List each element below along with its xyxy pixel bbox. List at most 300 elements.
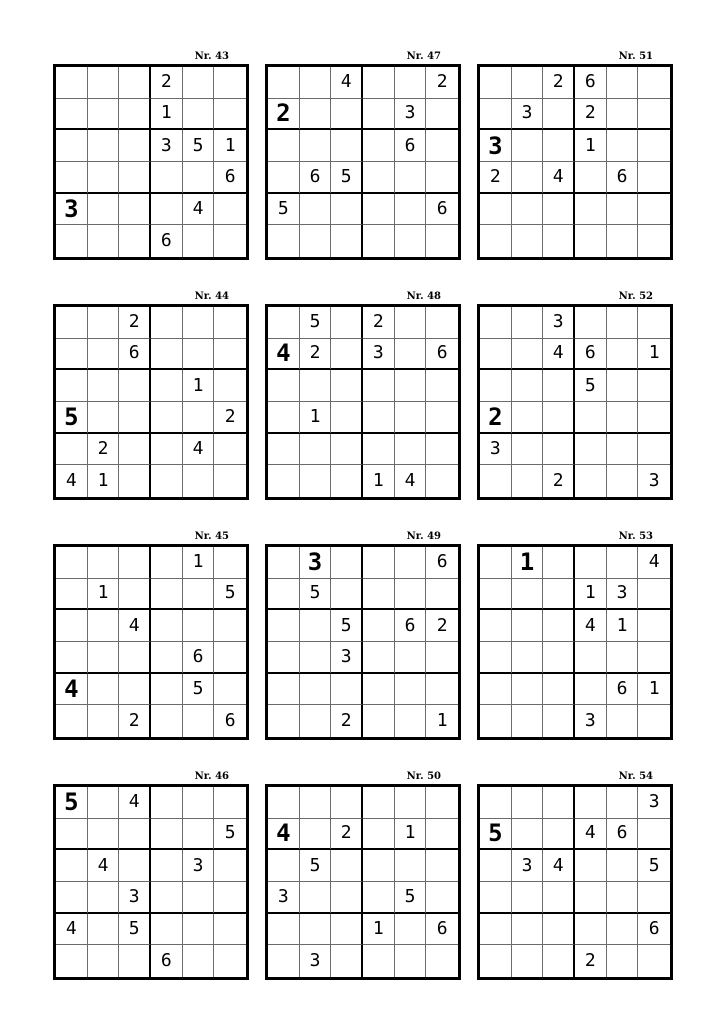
sudoku-cell[interactable]	[426, 882, 458, 914]
sudoku-cell[interactable]	[331, 370, 363, 402]
sudoku-cell[interactable]	[512, 162, 544, 194]
sudoku-cell[interactable]	[575, 225, 607, 257]
sudoku-cell[interactable]	[300, 370, 332, 402]
sudoku-cell[interactable]	[214, 67, 246, 99]
sudoku-cell[interactable]	[575, 307, 607, 339]
sudoku-cell[interactable]: 6	[183, 642, 215, 674]
sudoku-cell[interactable]	[426, 130, 458, 162]
sudoku-cell[interactable]	[214, 787, 246, 819]
sudoku-cell[interactable]	[300, 225, 332, 257]
sudoku-cell[interactable]	[88, 674, 120, 706]
sudoku-cell[interactable]: 5	[56, 787, 88, 819]
sudoku-cell[interactable]: 2	[119, 307, 151, 339]
sudoku-cell[interactable]	[512, 67, 544, 99]
sudoku-cell[interactable]	[543, 370, 575, 402]
sudoku-cell[interactable]	[426, 225, 458, 257]
sudoku-cell[interactable]	[119, 642, 151, 674]
sudoku-cell[interactable]	[214, 194, 246, 226]
sudoku-cell[interactable]	[395, 402, 427, 434]
sudoku-cell[interactable]	[638, 162, 670, 194]
sudoku-cell[interactable]	[363, 162, 395, 194]
sudoku-cell[interactable]	[395, 339, 427, 371]
sudoku-cell[interactable]	[512, 787, 544, 819]
sudoku-cell[interactable]	[575, 787, 607, 819]
sudoku-cell[interactable]	[480, 67, 512, 99]
sudoku-cell[interactable]	[543, 579, 575, 611]
sudoku-cell[interactable]	[638, 579, 670, 611]
sudoku-cell[interactable]	[575, 434, 607, 466]
sudoku-cell[interactable]	[331, 945, 363, 977]
sudoku-cell[interactable]: 2	[575, 945, 607, 977]
sudoku-cell[interactable]: 6	[224, 710, 236, 732]
sudoku-cell[interactable]	[88, 339, 120, 371]
sudoku-cell[interactable]	[214, 547, 246, 579]
sudoku-cell[interactable]	[183, 307, 215, 339]
sudoku-cell[interactable]	[151, 370, 183, 402]
sudoku-cell[interactable]	[88, 99, 120, 131]
sudoku-cell[interactable]	[480, 787, 512, 819]
sudoku-cell[interactable]	[183, 67, 215, 99]
sudoku-cell[interactable]	[268, 402, 300, 434]
sudoku-cell[interactable]	[638, 434, 670, 466]
sudoku-cell[interactable]	[607, 850, 639, 882]
sudoku-cell[interactable]	[543, 434, 575, 466]
sudoku-cell[interactable]	[395, 67, 427, 99]
sudoku-cell[interactable]: 2	[575, 99, 607, 131]
sudoku-cell[interactable]	[480, 945, 512, 977]
sudoku-cell[interactable]	[395, 194, 427, 226]
sudoku-cell[interactable]	[331, 674, 363, 706]
sudoku-cell[interactable]: 4	[543, 162, 575, 194]
sudoku-cell[interactable]	[426, 465, 458, 497]
sudoku-cell[interactable]	[300, 465, 332, 497]
sudoku-cell[interactable]: 3	[543, 307, 575, 339]
sudoku-cell[interactable]	[268, 130, 300, 162]
sudoku-cell[interactable]	[268, 610, 300, 642]
sudoku-cell[interactable]	[426, 945, 458, 977]
sudoku-cell[interactable]	[607, 642, 639, 674]
sudoku-cell[interactable]	[268, 547, 300, 579]
sudoku-cell[interactable]	[331, 850, 363, 882]
sudoku-cell[interactable]	[426, 850, 458, 882]
sudoku-cell[interactable]	[395, 307, 427, 339]
sudoku-cell[interactable]	[512, 465, 544, 497]
sudoku-cell[interactable]	[268, 307, 300, 339]
sudoku-cell[interactable]: 4	[543, 339, 575, 371]
sudoku-cell[interactable]	[575, 850, 607, 882]
sudoku-cell[interactable]	[119, 370, 151, 402]
sudoku-cell[interactable]: 2	[300, 339, 332, 371]
sudoku-cell[interactable]: 3	[575, 705, 607, 737]
sudoku-cell[interactable]	[151, 642, 183, 674]
sudoku-cell[interactable]	[512, 914, 544, 946]
sudoku-cell[interactable]: 5	[268, 194, 300, 226]
sudoku-cell[interactable]: 4	[183, 194, 215, 226]
sudoku-cell[interactable]	[214, 674, 246, 706]
sudoku-cell[interactable]: 1	[183, 547, 215, 579]
sudoku-cell[interactable]	[151, 850, 183, 882]
sudoku-cell[interactable]	[426, 642, 458, 674]
sudoku-cell[interactable]	[512, 642, 544, 674]
sudoku-cell[interactable]: 2	[119, 705, 151, 737]
sudoku-cell[interactable]: 3	[512, 99, 544, 131]
sudoku-cell[interactable]	[151, 787, 183, 819]
sudoku-cell[interactable]	[119, 819, 151, 851]
sudoku-cell[interactable]	[214, 370, 246, 402]
sudoku-cell[interactable]	[607, 370, 639, 402]
sudoku-cell[interactable]	[363, 642, 395, 674]
sudoku-cell[interactable]	[214, 465, 246, 497]
sudoku-cell[interactable]: 2	[331, 705, 363, 737]
sudoku-cell[interactable]	[214, 945, 246, 977]
sudoku-cell[interactable]	[395, 674, 427, 706]
sudoku-cell[interactable]: 6	[119, 339, 151, 371]
sudoku-cell[interactable]	[543, 787, 575, 819]
sudoku-cell[interactable]	[88, 642, 120, 674]
sudoku-cell[interactable]	[543, 819, 575, 851]
sudoku-cell[interactable]: 5	[300, 307, 332, 339]
sudoku-cell[interactable]: 6	[151, 225, 183, 257]
sudoku-cell[interactable]	[363, 67, 395, 99]
sudoku-cell[interactable]	[395, 787, 427, 819]
sudoku-cell[interactable]	[638, 402, 670, 434]
sudoku-cell[interactable]: 3	[395, 99, 427, 131]
sudoku-cell[interactable]	[56, 642, 88, 674]
sudoku-cell[interactable]	[512, 194, 544, 226]
sudoku-cell[interactable]	[331, 579, 363, 611]
sudoku-cell[interactable]	[268, 705, 300, 737]
sudoku-cell[interactable]: 5	[183, 674, 215, 706]
sudoku-cell[interactable]	[638, 194, 670, 226]
sudoku-cell[interactable]	[300, 819, 332, 851]
sudoku-cell[interactable]: 2	[543, 465, 575, 497]
sudoku-cell[interactable]	[214, 850, 246, 882]
sudoku-cell[interactable]: 6	[151, 945, 183, 977]
sudoku-cell[interactable]: 3	[183, 850, 215, 882]
sudoku-cell[interactable]: 2	[331, 819, 363, 851]
sudoku-cell[interactable]	[480, 579, 512, 611]
sudoku-cell[interactable]	[88, 787, 120, 819]
sudoku-cell[interactable]	[300, 914, 332, 946]
sudoku-cell[interactable]: 3	[119, 882, 151, 914]
sudoku-cell[interactable]	[88, 162, 120, 194]
sudoku-cell[interactable]	[151, 434, 183, 466]
sudoku-cell[interactable]	[607, 547, 639, 579]
sudoku-cell[interactable]	[183, 339, 215, 371]
sudoku-cell[interactable]	[638, 307, 670, 339]
sudoku-cell[interactable]: 4	[575, 819, 607, 851]
sudoku-cell[interactable]	[56, 945, 88, 977]
sudoku-cell[interactable]	[512, 819, 544, 851]
sudoku-cell[interactable]	[56, 130, 88, 162]
sudoku-cell[interactable]	[268, 674, 300, 706]
sudoku-cell[interactable]: 5	[300, 850, 332, 882]
sudoku-cell[interactable]	[268, 370, 300, 402]
sudoku-cell[interactable]	[638, 819, 670, 851]
sudoku-cell[interactable]: 1	[607, 610, 639, 642]
sudoku-cell[interactable]	[607, 99, 639, 131]
sudoku-cell[interactable]	[363, 547, 395, 579]
sudoku-cell[interactable]	[183, 882, 215, 914]
sudoku-cell[interactable]	[183, 945, 215, 977]
sudoku-cell[interactable]	[268, 162, 300, 194]
sudoku-cell[interactable]: 6	[214, 162, 246, 194]
sudoku-cell[interactable]: 5	[300, 579, 332, 611]
sudoku-cell[interactable]	[575, 547, 607, 579]
sudoku-cell[interactable]	[151, 547, 183, 579]
sudoku-cell[interactable]: 6	[426, 194, 458, 226]
sudoku-cell[interactable]	[480, 674, 512, 706]
sudoku-cell[interactable]	[638, 99, 670, 131]
sudoku-cell[interactable]: 4	[88, 850, 120, 882]
sudoku-cell[interactable]: 3	[480, 434, 512, 466]
sudoku-cell[interactable]: 3	[331, 642, 363, 674]
sudoku-cell[interactable]	[638, 225, 670, 257]
sudoku-cell[interactable]: 4	[395, 465, 427, 497]
sudoku-cell[interactable]	[607, 339, 639, 371]
sudoku-cell[interactable]: 4	[119, 610, 151, 642]
sudoku-cell[interactable]	[512, 610, 544, 642]
sudoku-cell[interactable]: 1	[151, 99, 183, 131]
sudoku-cell[interactable]	[56, 370, 88, 402]
sudoku-cell[interactable]	[395, 162, 427, 194]
sudoku-cell[interactable]: 1	[88, 579, 120, 611]
sudoku-cell[interactable]	[638, 642, 670, 674]
sudoku-cell[interactable]	[575, 194, 607, 226]
sudoku-cell[interactable]	[183, 705, 215, 737]
sudoku-cell[interactable]	[512, 402, 544, 434]
sudoku-cell[interactable]	[183, 402, 215, 434]
sudoku-cell[interactable]: 5	[575, 370, 607, 402]
sudoku-cell[interactable]	[426, 307, 458, 339]
sudoku-cell[interactable]	[119, 162, 151, 194]
sudoku-cell[interactable]	[151, 914, 183, 946]
sudoku-cell[interactable]	[331, 99, 363, 131]
sudoku-cell[interactable]	[607, 307, 639, 339]
sudoku-cell[interactable]	[512, 882, 544, 914]
sudoku-cell[interactable]	[480, 465, 512, 497]
sudoku-cell[interactable]	[480, 914, 512, 946]
sudoku-cell[interactable]	[300, 787, 332, 819]
sudoku-cell[interactable]: 1	[183, 370, 215, 402]
sudoku-cell[interactable]	[331, 402, 363, 434]
sudoku-cell[interactable]	[183, 819, 215, 851]
sudoku-cell[interactable]	[395, 642, 427, 674]
sudoku-cell[interactable]: 2	[214, 402, 246, 434]
sudoku-cell[interactable]: 6	[426, 339, 458, 371]
sudoku-cell[interactable]	[88, 194, 120, 226]
sudoku-cell[interactable]: 1	[395, 819, 427, 851]
sudoku-cell[interactable]	[512, 370, 544, 402]
sudoku-cell[interactable]	[575, 402, 607, 434]
sudoku-cell[interactable]	[607, 787, 639, 819]
sudoku-cell[interactable]: 3	[512, 850, 544, 882]
sudoku-cell[interactable]: 5	[395, 882, 427, 914]
sudoku-cell[interactable]	[395, 225, 427, 257]
sudoku-cell[interactable]: 5	[56, 402, 88, 434]
sudoku-cell[interactable]	[638, 67, 670, 99]
sudoku-cell[interactable]: 2	[480, 162, 512, 194]
sudoku-cell[interactable]	[214, 914, 246, 946]
sudoku-cell[interactable]	[119, 130, 151, 162]
sudoku-cell[interactable]	[426, 402, 458, 434]
sudoku-cell[interactable]	[480, 850, 512, 882]
sudoku-cell[interactable]	[268, 579, 300, 611]
sudoku-cell[interactable]: 3	[300, 547, 332, 579]
sudoku-cell[interactable]	[512, 945, 544, 977]
sudoku-cell[interactable]	[480, 547, 512, 579]
sudoku-cell[interactable]: 6	[426, 914, 458, 946]
sudoku-cell[interactable]: 3	[648, 470, 660, 492]
sudoku-cell[interactable]	[268, 945, 300, 977]
sudoku-cell[interactable]	[119, 850, 151, 882]
sudoku-cell[interactable]	[183, 225, 215, 257]
sudoku-cell[interactable]	[88, 402, 120, 434]
sudoku-cell[interactable]	[638, 882, 670, 914]
sudoku-cell[interactable]	[426, 162, 458, 194]
sudoku-cell[interactable]: 1	[575, 130, 607, 162]
sudoku-cell[interactable]	[512, 307, 544, 339]
sudoku-cell[interactable]	[331, 194, 363, 226]
sudoku-cell[interactable]	[214, 99, 246, 131]
sudoku-cell[interactable]	[56, 225, 88, 257]
sudoku-cell[interactable]: 5	[214, 819, 246, 851]
sudoku-cell[interactable]	[119, 465, 151, 497]
sudoku-cell[interactable]	[331, 339, 363, 371]
sudoku-cell[interactable]: 4	[543, 850, 575, 882]
sudoku-cell[interactable]	[363, 850, 395, 882]
sudoku-cell[interactable]: 5	[119, 914, 151, 946]
sudoku-cell[interactable]: 1	[638, 674, 670, 706]
sudoku-cell[interactable]	[300, 99, 332, 131]
sudoku-cell[interactable]	[363, 705, 395, 737]
sudoku-cell[interactable]	[426, 434, 458, 466]
sudoku-cell[interactable]	[395, 850, 427, 882]
sudoku-cell[interactable]	[300, 434, 332, 466]
sudoku-cell[interactable]	[480, 610, 512, 642]
sudoku-cell[interactable]: 3	[480, 130, 512, 162]
sudoku-cell[interactable]	[607, 67, 639, 99]
sudoku-cell[interactable]: 4	[183, 434, 215, 466]
sudoku-cell[interactable]: 5	[214, 579, 246, 611]
sudoku-cell[interactable]: 1	[512, 547, 544, 579]
sudoku-cell[interactable]	[151, 882, 183, 914]
sudoku-cell[interactable]	[331, 130, 363, 162]
sudoku-cell[interactable]	[268, 465, 300, 497]
sudoku-cell[interactable]	[395, 579, 427, 611]
sudoku-cell[interactable]	[88, 914, 120, 946]
sudoku-cell[interactable]	[426, 370, 458, 402]
sudoku-cell[interactable]	[119, 547, 151, 579]
sudoku-cell[interactable]	[363, 674, 395, 706]
sudoku-cell[interactable]	[300, 674, 332, 706]
sudoku-cell[interactable]: 4	[268, 339, 300, 371]
sudoku-cell[interactable]	[268, 225, 300, 257]
sudoku-cell[interactable]: 6	[607, 162, 639, 194]
sudoku-cell[interactable]: 2	[426, 67, 458, 99]
sudoku-cell[interactable]	[56, 547, 88, 579]
sudoku-cell[interactable]: 6	[300, 162, 332, 194]
sudoku-cell[interactable]	[363, 194, 395, 226]
sudoku-cell[interactable]: 4	[268, 819, 300, 851]
sudoku-cell[interactable]	[300, 642, 332, 674]
sudoku-cell[interactable]: 6	[638, 914, 670, 946]
sudoku-cell[interactable]	[151, 194, 183, 226]
sudoku-cell[interactable]	[363, 579, 395, 611]
sudoku-cell[interactable]	[575, 162, 607, 194]
sudoku-cell[interactable]: 1	[638, 339, 670, 371]
sudoku-cell[interactable]	[300, 67, 332, 99]
sudoku-cell[interactable]: 1	[88, 465, 120, 497]
sudoku-cell[interactable]	[607, 945, 639, 977]
sudoku-cell[interactable]	[151, 705, 183, 737]
sudoku-cell[interactable]: 5	[638, 850, 670, 882]
sudoku-cell[interactable]	[395, 705, 427, 737]
sudoku-cell[interactable]	[331, 465, 363, 497]
sudoku-cell[interactable]	[119, 402, 151, 434]
sudoku-cell[interactable]	[88, 370, 120, 402]
sudoku-cell[interactable]	[426, 819, 458, 851]
sudoku-cell[interactable]	[88, 67, 120, 99]
sudoku-cell[interactable]	[331, 307, 363, 339]
sudoku-cell[interactable]	[214, 225, 246, 257]
sudoku-cell[interactable]	[395, 370, 427, 402]
sudoku-cell[interactable]	[543, 882, 575, 914]
sudoku-cell[interactable]	[119, 434, 151, 466]
sudoku-cell[interactable]	[300, 610, 332, 642]
sudoku-cell[interactable]	[638, 130, 670, 162]
sudoku-cell[interactable]	[363, 130, 395, 162]
sudoku-cell[interactable]	[543, 99, 575, 131]
sudoku-cell[interactable]: 4	[119, 787, 151, 819]
sudoku-cell[interactable]	[151, 610, 183, 642]
sudoku-cell[interactable]: 2	[543, 67, 575, 99]
sudoku-cell[interactable]	[638, 945, 670, 977]
sudoku-cell[interactable]	[363, 99, 395, 131]
sudoku-cell[interactable]	[183, 162, 215, 194]
sudoku-cell[interactable]: 4	[331, 67, 363, 99]
sudoku-cell[interactable]: 5	[183, 130, 215, 162]
sudoku-cell[interactable]	[183, 787, 215, 819]
sudoku-cell[interactable]	[214, 307, 246, 339]
sudoku-cell[interactable]	[395, 434, 427, 466]
sudoku-cell[interactable]	[607, 194, 639, 226]
sudoku-cell[interactable]	[480, 339, 512, 371]
sudoku-cell[interactable]	[268, 67, 300, 99]
sudoku-cell[interactable]	[607, 225, 639, 257]
sudoku-cell[interactable]	[638, 370, 670, 402]
sudoku-cell[interactable]	[543, 225, 575, 257]
sudoku-cell[interactable]	[480, 194, 512, 226]
sudoku-cell[interactable]	[363, 610, 395, 642]
sudoku-cell[interactable]	[88, 307, 120, 339]
sudoku-cell[interactable]	[56, 339, 88, 371]
sudoku-cell[interactable]	[331, 225, 363, 257]
sudoku-cell[interactable]: 1	[300, 402, 332, 434]
sudoku-cell[interactable]	[183, 914, 215, 946]
sudoku-cell[interactable]: 4	[638, 547, 670, 579]
sudoku-cell[interactable]	[512, 225, 544, 257]
sudoku-cell[interactable]	[607, 402, 639, 434]
sudoku-cell[interactable]	[88, 945, 120, 977]
sudoku-cell[interactable]	[151, 819, 183, 851]
sudoku-cell[interactable]	[331, 434, 363, 466]
sudoku-cell[interactable]	[480, 99, 512, 131]
sudoku-cell[interactable]: 1	[363, 465, 395, 497]
sudoku-cell[interactable]	[363, 434, 395, 466]
sudoku-cell[interactable]	[88, 547, 120, 579]
sudoku-cell[interactable]: 5	[331, 610, 363, 642]
